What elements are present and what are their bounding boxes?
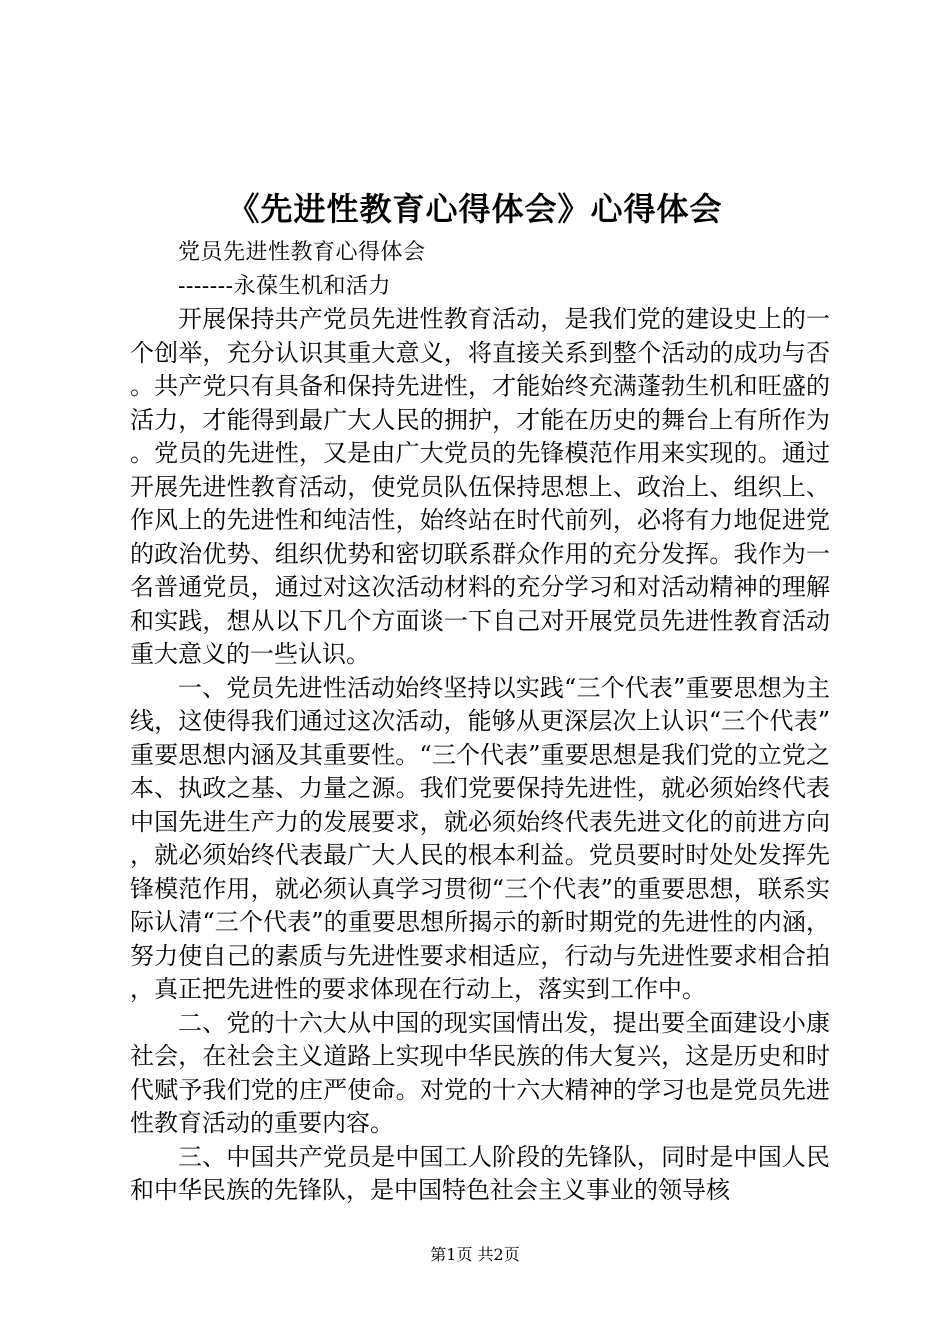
page-footer: 第1页 共2页 bbox=[430, 1245, 520, 1264]
subtitle-line-2: -------永葆生机和活力 bbox=[178, 273, 392, 299]
paragraph-section-3: 三、中国共产党员是中国工人阶段的先锋队，同时是中国人民和中华民族的先锋队，是中国特色社会主义事业的领导核 bbox=[130, 1142, 830, 1204]
paragraph-section-2: 二、党的十六大从中国的现实国情出发，提出要全面建设小康社会，在社会主义道路上实现中华民族的伟大复兴，这是历史和时代赋予我们党的庄严使命。对党的十六大精神的学习也是党员先进性教育活动的重要内容。 bbox=[130, 1008, 830, 1137]
paragraph-intro: 开展保持共产党员先进性教育活动，是我们党的建设史上的一个创举，充分认识其重大意义，将直接关系到整个活动的成功与否。共产党只有具备和保持先进性，才能始终充满蓬勃生机和旺盛的活力，才能得到最广大人民的拥护，才能在历史的舞台上有所作为。党员的先进性，又是由广大党员的先锋模范作用来实现的。通过开展先进性教育活动，使党员队伍保持思想上、政治上、组织上、作风上的先进性和纯洁性，始终站在时代前列，必将有力地促进党的政治优势、组织优势和密切联系群众作用的充分发挥。我作为一名普通党员，通过对这次活动材料的充分学习和对活动精神的理解和实践，想从以下几个方面谈一下自己对开展党员先进性教育活动重大意义的一些认识。 bbox=[130, 305, 830, 668]
document-body bbox=[130, 236, 830, 1208]
subtitle-line-1: 党员先进性教育心得体会 bbox=[178, 240, 426, 265]
document-title: 《先进性教育心得体会》心得体会 bbox=[227, 190, 723, 228]
paragraph-section-1: 一、党员先进性活动始终坚持以实践“三个代表”重要思想为主线，这使得我们通过这次活动，能够从更深层次上认识“三个代表”重要思想内涵及其重要性。“三个代表”重要思想是我们党的立党之本、执政之基、力量之源。我们党要保持先进性，就必须始终代表中国先进生产力的发展要求，就必须始终代表先进文化的前进方向，就必须始终代表最广大人民的根本利益。党员要时时处处发挥先锋模范作用，就必须认真学习贯彻“三个代表”的重要思想，联系实际认清“三个代表”的重要思想所揭示的新时期党的先进性的内涵，努力使自己的素质与先进性要求相适应，行动与先进性要求相合拍，真正把先进性的要求体现在行动上，落实到工作中。 bbox=[130, 673, 830, 1003]
